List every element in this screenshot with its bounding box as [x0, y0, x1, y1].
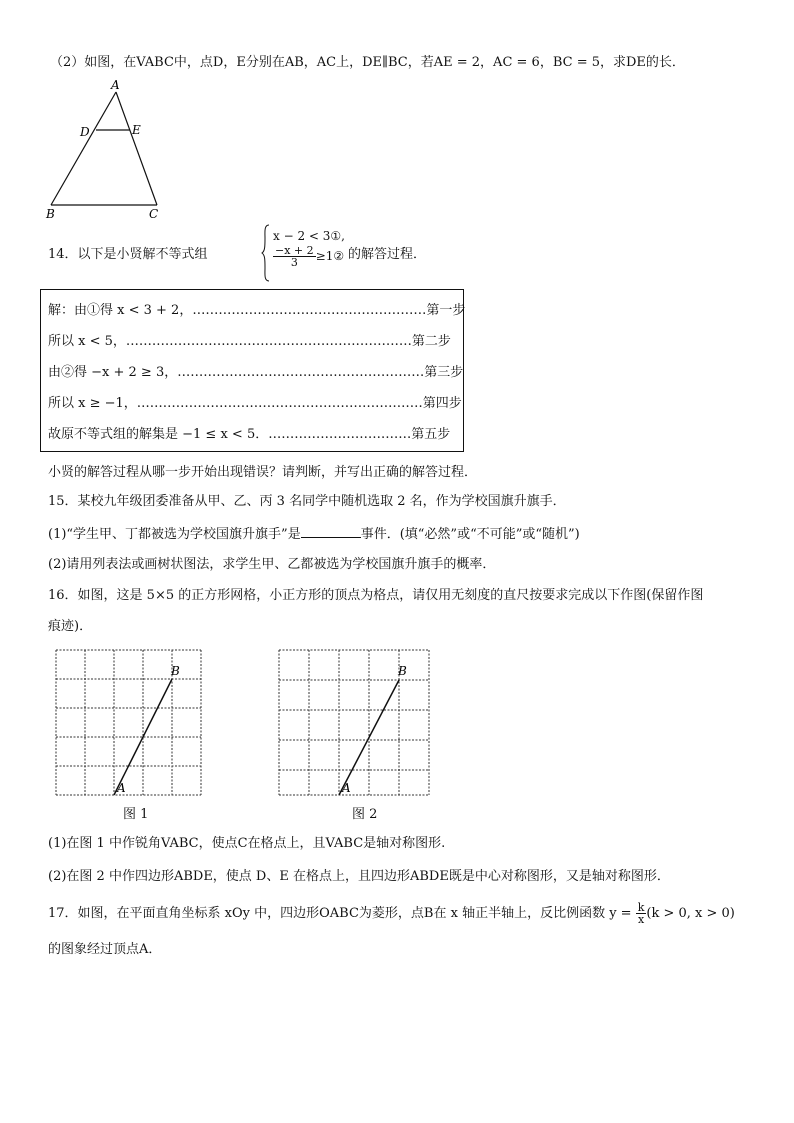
solution-step-1: 解：由①得 x < 3 + 2，………………………………………………第一步: [48, 303, 466, 318]
inequality-system: [273, 228, 345, 268]
inequality-2-fraction: [273, 245, 316, 268]
side-ab: [51, 92, 116, 205]
q13-part2-text: （2）如图，在VABC中，点D，E分别在AB，AC上，DE∥BC，若AE = 2，AC = 6，BC = 5，求DE的长．: [50, 55, 685, 70]
solution-step-2: 所以 x < 5，…………………………………………………………第二步: [48, 334, 451, 349]
q17-fraction-numerator: k: [637, 901, 645, 914]
q16-part2: (2)在图 2 中作四边形ABDE，使点 D、E 在格点上，且四边形ABDE既是中心对称图形，又是轴对称图形．: [48, 869, 670, 884]
fig2-caption: 图 2: [352, 807, 378, 822]
vertex-b-label: B: [46, 207, 55, 221]
answer-blank[interactable]: [301, 524, 361, 538]
q15-part1-post: 事件．(填“必然”或“不可能”或“随机”): [360, 527, 580, 542]
solution-step-4: 所以 x ≥ −1，…………………………………………………………第四步: [48, 396, 462, 411]
q15-part1-pre: (1)“学生甲、丁都被选为学校国旗升旗手”是: [48, 527, 301, 542]
solution-step-5: 故原不等式组的解集是 −1 ≤ x < 5．……………………………第五步: [48, 427, 451, 442]
q15-intro: 15．某校九年级团委准备从甲、乙、丙 3 名同学中随机选取 2 名，作为学校国旗升旗手．: [48, 494, 566, 509]
point-b-label: B: [398, 664, 407, 678]
inequality-2: [273, 245, 345, 268]
brace-icon: [261, 224, 270, 282]
point-b-label: B: [171, 664, 180, 678]
grid-figure-1: [55, 649, 205, 801]
q17-line1: [48, 902, 735, 925]
solution-box: [40, 289, 464, 452]
q14-intro: 14．以下是小贤解不等式组: [48, 247, 208, 262]
q16-intro: 16．如图，这是 5×5 的正方形网格，小正方形的顶点为格点，请仅用无刻度的直尺按要求完成以下作图(保留作图: [48, 588, 704, 603]
vertex-a-label: A: [111, 78, 120, 92]
q14-question: 小贤的解答过程从哪一步开始出现错误？请判断，并写出正确的解答过程．: [48, 465, 478, 480]
q15-part2: (2)请用列表法或画树状图法，求学生甲、乙都被选为学校国旗升旗手的概率．: [48, 557, 496, 572]
q17-fraction-denominator: x: [637, 913, 645, 926]
point-a-label: A: [117, 781, 126, 795]
fraction-denominator: 3: [290, 256, 298, 269]
q17-line2: 的图象经过顶点A．: [48, 942, 162, 957]
q16-part1: (1)在图 1 中作锐角VABC，使点C在格点上，且VABC是轴对称图形.: [48, 836, 446, 851]
vertex-d-label: D: [80, 125, 90, 139]
fraction-numerator: −x + 2: [275, 244, 314, 257]
inequality-1: x − 2 < 3①,: [273, 229, 345, 243]
triangle-figure: [40, 78, 170, 223]
solution-step-3: 由②得 −x + 2 ≥ 3，…………………………………………………第三步: [48, 365, 464, 380]
q17-condition: (k > 0, x > 0): [646, 906, 735, 921]
inequality-2-tail: ≥1②: [315, 249, 345, 263]
vertex-c-label: C: [149, 207, 159, 221]
point-a-label: A: [342, 781, 351, 795]
q14-after: 的解答过程．: [348, 247, 427, 262]
fig1-caption: 图 1: [123, 807, 149, 822]
side-ac: [116, 92, 157, 205]
vertex-e-label: E: [132, 123, 141, 137]
grid-figure-2: [278, 649, 433, 801]
q17-pre: 17．如图，在平面直角坐标系 xOy 中，四边形OABC为菱形，点B在 x 轴正半轴上，反比例函数 y =: [48, 906, 632, 921]
q14-line: [48, 229, 427, 269]
q17-fraction: [636, 902, 647, 925]
q16-intro-cont: 痕迹)．: [48, 619, 93, 634]
q15-part1: [48, 524, 580, 544]
